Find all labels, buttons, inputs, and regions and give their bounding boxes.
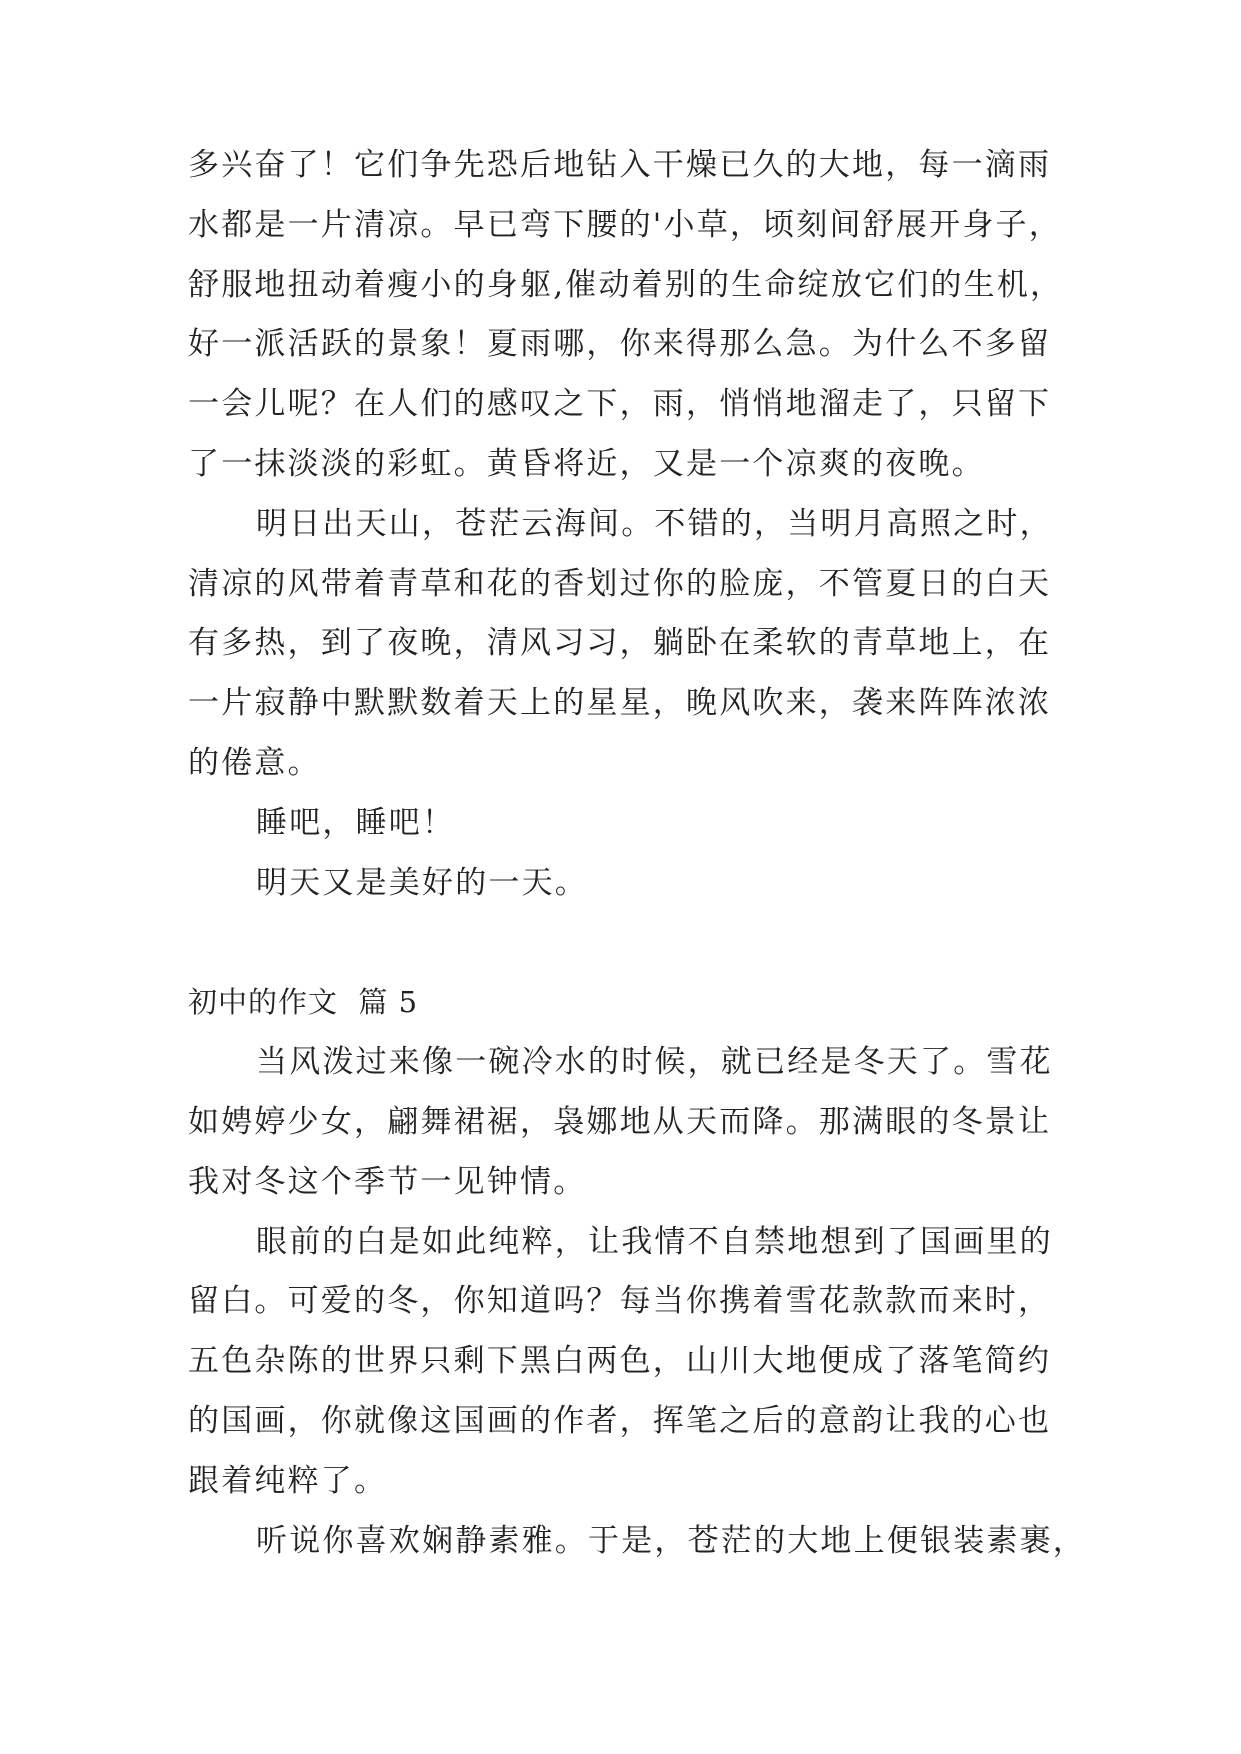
text-line: 留白。可爱的冬，你知道吗？每当你携着雪花款款而来时， [188, 1283, 1052, 1320]
text-line: 一会儿呢？在人们的感叹之下，雨，悄悄地溜走了，只留下 [188, 386, 1052, 423]
text-line: 了一抹淡淡的彩虹。黄昏将近，又是一个凉爽的夜晚。 [188, 445, 985, 482]
text-line: 跟着纯粹了。 [188, 1462, 388, 1499]
paragraph-summer-night [188, 495, 1088, 794]
paragraph-summer-rain [188, 136, 1088, 495]
paragraph-sleep: 睡吧，睡吧！ [256, 804, 456, 841]
text-line: 我对冬这个季节一见钟情。 [188, 1163, 587, 1200]
text-line: 水都是一片清凉。早已弯下腰的'小草，顷刻间舒展开身子， [188, 206, 1062, 243]
text-line: 的国画，你就像这国画的作者，挥笔之后的意韵让我的心也 [188, 1402, 1052, 1439]
text-line: 一片寂静中默默数着天上的星星，晚风吹来，袭来阵阵浓浓 [188, 685, 1052, 722]
text-line: 眼前的白是如此纯粹，让我情不自禁地想到了国画里的 [256, 1223, 1053, 1260]
text-line: 如娉婷少女，翩舞裙裾，袅娜地从天而降。那满眼的冬景让 [188, 1103, 1052, 1140]
text-line: 听说你喜欢娴静素雅。于是，苍茫的大地上便银装素裹， [256, 1522, 1086, 1559]
paragraph-winter-quiet [188, 1512, 1088, 1572]
text-line: 当风泼过来像一碗冷水的时候，就已经是冬天了。雪花 [256, 1044, 1053, 1081]
text-line: 有多热，到了夜晚，清风习习，躺卧在柔软的青草地上，在 [188, 625, 1052, 662]
text-line: 舒服地扭动着瘦小的身躯,催动着别的生命绽放它们的生机， [188, 266, 1064, 303]
section-spacer [188, 913, 1088, 973]
text-line: 好一派活跃的景象！夏雨哪，你来得那么急。为什么不多留 [188, 326, 1052, 363]
text-line: 清凉的风带着青草和花的香划过你的脸庞，不管夏日的白天 [188, 565, 1052, 602]
paragraph-winter-wind [188, 1033, 1088, 1212]
text-line: 明日出天山，苍茫云海间。不错的，当明月高照之时， [256, 505, 1053, 542]
section-heading: 初中的作文 篇 5 [188, 985, 419, 1020]
paragraph-winter-white [188, 1213, 1088, 1512]
document-body [188, 136, 1088, 1571]
text-line: 五色杂陈的世界只剩下黑白两色，山川大地便成了落笔简约 [188, 1343, 1052, 1380]
paragraph-tomorrow: 明天又是美好的一天。 [256, 864, 588, 901]
text-line: 多兴奋了！它们争先恐后地钻入干燥已久的大地，每一滴雨 [188, 147, 1052, 183]
text-line: 的倦意。 [188, 744, 321, 781]
